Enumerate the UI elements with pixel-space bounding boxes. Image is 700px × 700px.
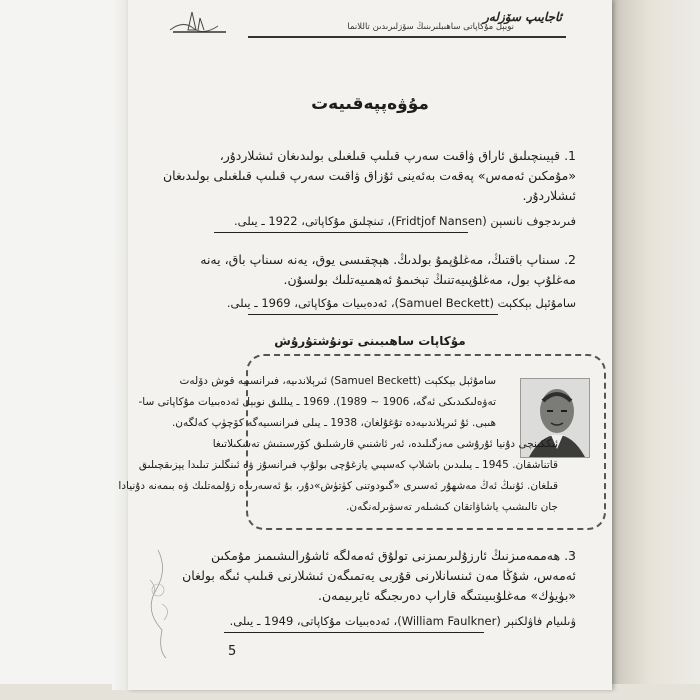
quote-line: ئەمەس، شۇڭا مەن ئىنسانلارنى قۇربى يەتمىگەن ئىشلارنى قىلىپ ئىگە بولغان: [182, 568, 576, 583]
quote-attribution: ۋىلىيام فاۋلكنېر (William Faulkner)، ئەدەبىيات مۇكاپاتى، 1949 ـ يىلى.: [229, 614, 576, 628]
attribution-rule: [214, 232, 468, 233]
box-title: مۇكاپات ساھىبىنى تونۇشتۇرۇش: [274, 334, 466, 348]
quote-number: 1.: [564, 148, 576, 163]
quote-2: [156, 250, 576, 290]
quote-number: 3.: [564, 548, 576, 563]
quote-line: مەغلۇپ بول، مەغلۇپىيەتنىڭ تېخىمۇ ئەھمىيەتلىك بولسۇن.: [283, 272, 576, 287]
bio-line: قىلغان. ئۇنىڭ ئەڭ مەشھۇر ئەسىرى «گىودوتنى كۈتۈش»دۇر، بۇ ئەسەرىدە زۇلمەتلىك ۋە بىمەنە دۇنيادا: [118, 480, 558, 492]
page-title: مۇۋەپپەقىيەت: [311, 94, 429, 114]
quote-line: ئىشلاردۇر.: [522, 188, 576, 203]
header-title: ئاجايىپ سۆزلەر: [483, 10, 562, 24]
bio-line: قاتناشقان. 1945 ـ يىلىدىن باشلاپ كەسپىي يازغۇچى بولۇپ فىرانسۇز ۋە ئىنگلىز تىلىدا يېزىقچىلىق: [138, 459, 558, 471]
decorative-sketch-icon: [128, 540, 188, 660]
quote-attribution: سامۇئېل بېككېت (Samuel Beckett)، ئەدەبىيات مۇكاپاتى، 1969 ـ يىلى.: [226, 296, 576, 310]
header-subtitle: نوبېل مۇكاپاتى ساھىبلىرىنىڭ سۆزلىرىدىن تاللانما: [347, 22, 514, 32]
decorative-logo-icon: [168, 8, 228, 34]
page-edge: [112, 0, 128, 690]
header-rule: [248, 36, 566, 38]
quote-attribution: فىرىدجوف نانسېن (Fridtjof Nansen)، تىنچلىق مۇكاپاتى، 1922 ـ يىلى.: [233, 214, 576, 228]
bio-line: ھىبى. ئۇ ئىرېلاندىيەدە تۇغۇلغان، 1938 ـ يىلى فىرانسىيەگە كۆچۈپ كەلگەن.: [171, 417, 496, 429]
quote-text: سىناپ باقتىڭ، مەغلۇپمۇ بولدىڭ. ھېچقىسى يوق، يەنە سىناپ باق، يەنە: [200, 252, 561, 267]
quote-line: «مۇمكىن ئەمەس» پەقەت بەئەينى ئۇزاق ۋاقىت سەرپ قىلىپ قىلغىلى بولىدىغان: [163, 168, 576, 183]
quote-1: [156, 146, 576, 206]
background-right: [610, 0, 700, 700]
quote-text: ھەممەمىزنىڭ ئارزۇلىرىمىزنى تولۇق ئەمەلگە ئاشۇرالىشىمىز مۇمكىن: [210, 548, 561, 563]
book-page: [118, 0, 612, 690]
page-number: 5: [228, 644, 237, 659]
quote-line: [156, 250, 576, 270]
quote-line: [156, 146, 576, 166]
attribution-rule: [248, 314, 498, 315]
author-bio: [118, 371, 558, 518]
quote-line: «بۈيۈك» مەغلۇبىيىتىگە قاراپ دەرىجىگە ئايرىيمەن.: [318, 588, 576, 603]
bio-line: جان تالىشىپ ياشاۋاتقان كىشىلەر تەسۋىرلەنگەن.: [346, 501, 558, 513]
quote-line: [156, 546, 576, 566]
quote-3: [156, 546, 576, 606]
bio-line: سامۇئېل بېككېت (Samuel Beckett) ئىرېلاندىيە، فىرانسىيە قوش دۆلەت: [179, 375, 496, 387]
bio-line: ئىككىنچى دۇنيا ئۇرۇشى مەزگىلىدە، ئەر ئاشنىي قارشىلىق كۆرسىتىش تەشكىلاتىغا: [212, 438, 558, 450]
attribution-rule: [224, 632, 484, 633]
bio-line: تەۋەلىكىدىكى ئەگە، 1906 ~ 1989). 1969 ـ يىللىق نوبېل ئەدەبىيات مۇكاپاتى سا-: [138, 396, 496, 408]
quote-number: 2.: [564, 252, 576, 267]
quote-text: قېيىنچىلىق ئاراق ۋاقىت سەرپ قىلىپ قىلغىلى بولىدىغان ئىشلاردۇر،: [219, 148, 561, 163]
